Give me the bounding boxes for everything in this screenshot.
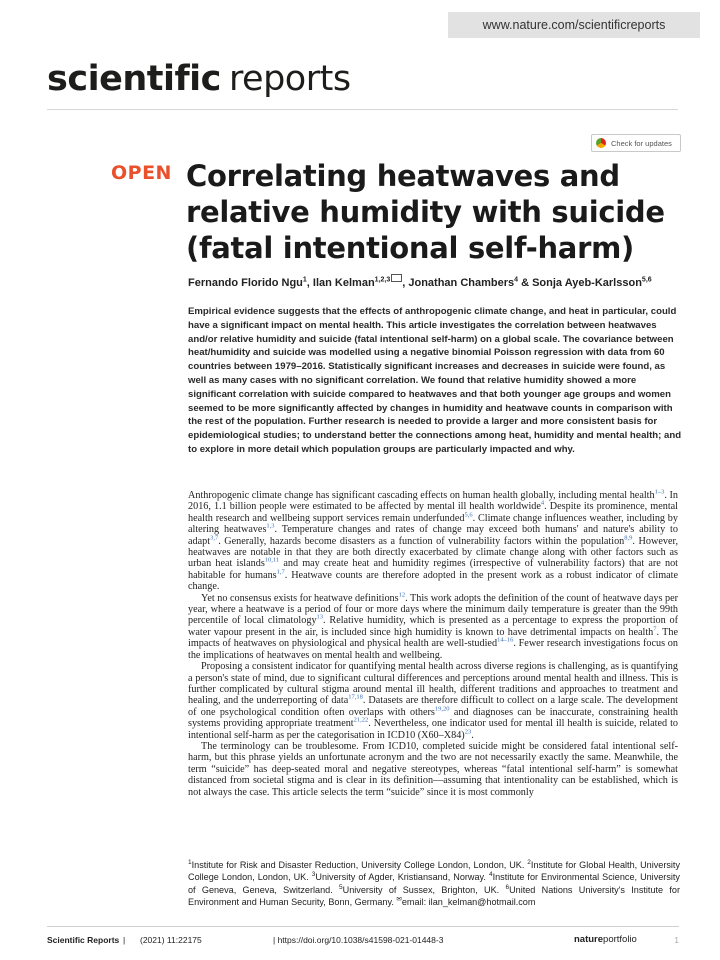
reference-citation[interactable]: 14–16	[497, 636, 514, 644]
reference-citation[interactable]: 12	[398, 591, 406, 599]
text-segment: . Despite its prominence, mental health research and wellbeing support services remain underfunded	[188, 501, 678, 524]
header-divider	[47, 109, 678, 110]
journal-url[interactable]: www.nature.com/scientificreports	[448, 12, 700, 38]
reference-citation[interactable]: 13	[316, 614, 324, 622]
text-segment: Proposing a consistent indicator for quantifying mental health across diverse regions is challenging, as is quantifying a person's state of mind, due to significant cultural differences and perceptions around mental health and illness. This is further complicated by cultural stigma around mental ill health, different traditions and approaches to treatment and healing, and the underreporting of data	[188, 661, 678, 707]
author-name[interactable]: Jonathan Chambers	[408, 277, 515, 289]
reference-citation[interactable]: 1,3	[266, 522, 275, 530]
journal-logo	[47, 59, 351, 99]
reference-citation[interactable]: 3,7	[210, 534, 219, 542]
text-segment: . Generally, hazards become disasters as a function of vulnerability factors within the population	[218, 535, 625, 547]
text-segment: and diagnoses can be inaccurate, constraining health systems providing appropriate treatment	[188, 706, 678, 730]
article-title: Correlating heatwaves and relative humidity with suicide (fatal intentional self-harm)	[186, 159, 665, 265]
body-paragraph-1	[188, 490, 678, 593]
text-segment: . The impacts of heatwaves on physiological and physical health are well-studied	[188, 626, 679, 650]
text-segment: . Fewer research investigations focus on the implications of heatwaves on mental health and wellbeing.	[188, 638, 678, 661]
text-segment: .	[471, 729, 474, 741]
text-segment: The terminology can be troublesome. From ICD10, completed suicide might be considered fatal intentional self-harm, but this phrase yields an unfortunate acronym and the two are not necessarily exactly the same. Meanwhile, the term “suicide” has deep-seated moral and negative stereotypes, whereas “fatal intentional self-harm” is somewhat distanced from societal stigma and is clear in its definition—assuming that intentionality can be established, which is not always the case. This article selects the term “suicide” since it is most commonly	[188, 740, 678, 798]
author-affiliation: 5,6	[641, 276, 652, 284]
reference-citation[interactable]: 21,22	[353, 716, 369, 724]
crossmark-icon	[596, 138, 606, 148]
author-name[interactable]: Sonja Ayeb-Karlsson	[532, 277, 642, 289]
publisher-logo	[574, 934, 637, 945]
article-body	[188, 490, 678, 798]
affiliations-footnote	[188, 859, 680, 908]
reference-citation[interactable]: 17,18	[348, 693, 363, 701]
reference-citation[interactable]: 23	[464, 728, 472, 736]
open-access-badge: OPEN	[111, 162, 172, 184]
author-list: Fernando Florido Ngu$^1$, Ilan Kelman$^{1,2,3}$ , Jonathan Chambers$^4$ & Sonja Ayeb-Karlsson$^{5,6}$	[188, 274, 688, 289]
reference-citation[interactable]: 1	[188, 858, 192, 866]
text-segment: email: ilan_kelman@hotmail.com	[401, 896, 536, 907]
author-name[interactable]: Fernando Florido Ngu	[188, 277, 303, 289]
reference-citation[interactable]: 5,6	[464, 511, 473, 519]
reference-citation[interactable]: 4	[488, 871, 493, 879]
reference-citation[interactable]: 3	[311, 871, 316, 879]
page-number: 1	[674, 935, 679, 945]
reference-citation[interactable]: ✉	[396, 895, 402, 903]
reference-citation[interactable]: 7	[653, 625, 657, 633]
page-footer	[47, 935, 679, 949]
publisher-bold: nature	[574, 934, 604, 945]
text-segment: University of Agder, Kristiansand, Norway.	[315, 872, 489, 883]
reference-citation[interactable]: 4	[540, 500, 545, 508]
email-icon[interactable]	[391, 274, 402, 282]
check-updates-button[interactable]	[591, 134, 681, 152]
text-segment: Yet no consensus exists for heatwave definitions	[201, 592, 399, 604]
reference-citation[interactable]: 2	[527, 858, 531, 866]
publisher-light: portfolio	[603, 934, 637, 945]
reference-citation[interactable]: 19,20	[434, 705, 450, 713]
text-segment: Institute for Global Health, University College London, London, UK.	[188, 860, 680, 883]
body-paragraph-2	[188, 593, 678, 661]
text-segment: Anthropogenic climate change has significant cascading effects on human health globally, including mental health	[188, 490, 655, 501]
footer-journal: Scientific Reports	[47, 935, 120, 945]
check-updates-label: Check for updates	[611, 138, 672, 148]
author-name[interactable]: Ilan Kelman	[312, 277, 375, 289]
footer-citation: (2021) 11:22175	[140, 935, 202, 945]
abstract: Empirical evidence suggests that the effects of anthropogenic climate change, and heat in particular, could have a significant impact on mental health. This article investigates the correlation between heatwaves and/or relative humidity and suicide (fatal intentional self-harm) on a global scale. The covariance between heat/humidity and suicide was modelled using a negative binomial Poisson regression with data from 60 countries between 1979–2016. Statistically significant increases and decreases in suicide were found, as well as many cases with no significant correlation. We found that relative humidity showed a more significant correlation with suicide compared to heatwaves and that both younger age groups and women seemed to be more significantly affected by changes in humidity and heatwave counts in comparison with the rest of the population. Further research is needed to provide a larger and more consistent basis for epidemiological studies; to understand better the connections among heat, humidity and mental health; and to explore in more detail which population groups are particularly impacted and why.	[188, 306, 682, 455]
reference-citation[interactable]: 6	[505, 883, 510, 891]
text-segment: . Nevertheless, one indicator used for mental ill health is suicide, related to intentional self-harm as per the categorisation in ICD10 (X60–X84)	[188, 718, 678, 741]
body-paragraph-3	[188, 661, 678, 741]
reference-citation[interactable]: 1,7	[276, 568, 285, 576]
footer-divider	[47, 926, 679, 927]
logo-light: reports	[228, 59, 351, 99]
text-segment: . However, heatwaves are notable in that they are both directly exacerbated by climate change along with other factors such as urban heat islands	[188, 535, 678, 570]
footer-doi-link[interactable]: | https://doi.org/10.1038/s41598-021-01448-3	[273, 935, 444, 945]
author-affiliation: 1	[302, 276, 307, 284]
text-segment: University of Sussex, Brighton, UK.	[342, 884, 506, 895]
text-segment: . Heatwave counts are therefore adopted in the present work as a robust indicator of climate change.	[188, 569, 678, 593]
footer-separator: |	[123, 935, 126, 945]
text-segment: . Datasets are therefore difficult to collect on a large scale. The development of one psychological condition often overlaps with others	[188, 695, 678, 718]
text-segment: . In 2016, 1.1 billion people were estimated to be affected by mental ill health worldwide	[188, 490, 678, 513]
logo-bold: scientific	[47, 59, 221, 99]
text-segment: . Climate change influences weather, including by altering heatwaves	[188, 512, 678, 536]
text-segment: and may create heat and humidity regimes (irrespective of vulnerability factors) that are not habitable for humans	[188, 558, 678, 581]
reference-citation[interactable]: 10,11	[264, 557, 280, 565]
author-affiliation: 4	[514, 276, 519, 284]
author-affiliation: 1,2,3	[374, 276, 391, 284]
text-segment: Institute for Risk and Disaster Reduction, University College London, London, UK.	[191, 860, 528, 870]
body-paragraph-4	[188, 741, 678, 798]
text-segment: . This work adopts the definition of the count of heatwave days per year, where a heatwave is a period of four or more days where the minimum daily temperature is greater than the 99th percentile of local climatology	[188, 592, 679, 627]
text-segment: Institute for Environmental Science, University of Geneva, Geneva, Switzerland.	[188, 872, 680, 895]
text-segment: . Temperature changes and rates of change may exceed both humans' and nature's ability to adapt	[188, 524, 678, 547]
reference-citation[interactable]: 5	[339, 883, 343, 891]
text-segment: . Relative humidity, which is presented as a percentage to express the proportion of water vapour present in the air, is included since high humidity is known to have detrimental impacts on health	[188, 615, 679, 638]
text-segment: United Nations University's Institute for Environment and Human Security, Bonn, Germany.	[188, 884, 680, 907]
reference-citation[interactable]: 8,9	[624, 534, 633, 542]
reference-citation[interactable]: 1–3	[654, 488, 665, 496]
